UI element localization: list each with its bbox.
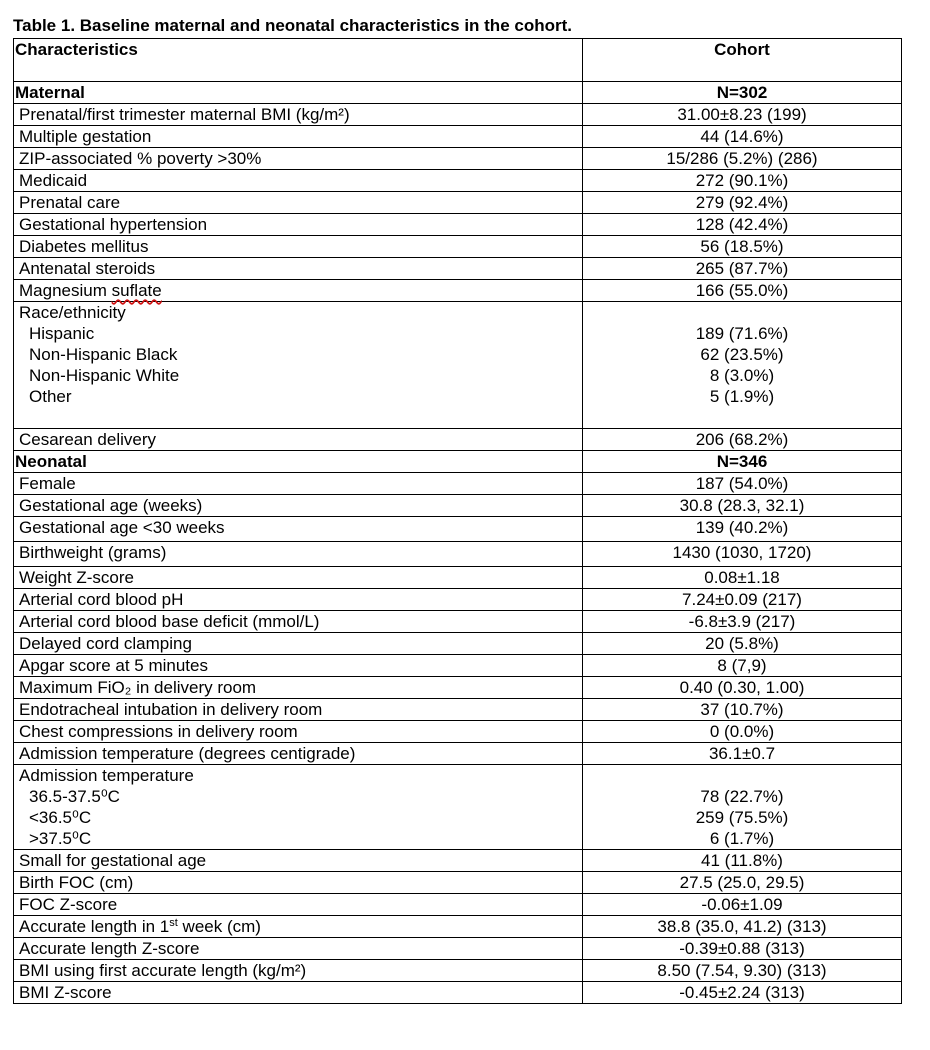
table-row [14, 429, 902, 451]
row-value: 272 (90.1%) [583, 170, 902, 192]
table-row [14, 655, 902, 677]
row-value: 8 (7,9) [583, 655, 902, 677]
admission-temperature-heading: Admission temperature [19, 766, 194, 785]
section-label-neonatal: Neonatal [14, 451, 583, 473]
row-label: Endotracheal intubation in delivery room [14, 699, 583, 721]
row-value: 38.8 (35.0, 41.2) (313) [583, 916, 902, 938]
row-label: Female [14, 473, 583, 495]
row-value: 187 (54.0%) [583, 473, 902, 495]
spacer [583, 765, 901, 786]
row-label: Gestational age (weeks) [14, 495, 583, 517]
row-value: 20 (5.8%) [583, 633, 902, 655]
characteristics-table [13, 38, 902, 1004]
race-ethnicity-values [583, 302, 902, 429]
admission-temperature-group-row [14, 765, 902, 850]
row-value: -0.06±1.09 [583, 894, 902, 916]
race-ethnicity-item-label: Hispanic [29, 324, 95, 343]
admission-temperature-item-value: 259 (75.5%) [695, 808, 789, 827]
header-characteristics: Characteristics [14, 39, 583, 82]
row-value: 1430 (1030, 1720) [583, 542, 902, 567]
row-label: Gestational age <30 weeks [14, 517, 583, 542]
row-label: Weight Z-score [14, 567, 583, 589]
row-label: Arterial cord blood pH [14, 589, 583, 611]
table-row [14, 589, 902, 611]
row-label: Cesarean delivery [14, 429, 583, 451]
row-value: -0.39±0.88 (313) [583, 938, 902, 960]
race-ethnicity-item-value: 189 (71.6%) [695, 324, 789, 343]
table-row [14, 473, 902, 495]
table-row [14, 495, 902, 517]
race-ethnicity-item-label: Non-Hispanic Black [29, 345, 178, 364]
section-row-neonatal [14, 451, 902, 473]
row-value: 265 (87.7%) [583, 258, 902, 280]
row-value: 56 (18.5%) [583, 236, 902, 258]
table-title: Table 1. Baseline maternal and neonatal characteristics in the cohort. [13, 16, 572, 35]
row-label: Small for gestational age [14, 850, 583, 872]
table-row [14, 721, 902, 743]
row-label: Prenatal care [14, 192, 583, 214]
row-value: 128 (42.4%) [583, 214, 902, 236]
race-ethnicity-item-value: 62 (23.5%) [700, 345, 784, 364]
row-label: BMI using first accurate length (kg/m²) [14, 960, 583, 982]
row-value: 7.24±0.09 (217) [583, 589, 902, 611]
table-row [14, 743, 902, 765]
section-label-maternal: Maternal [14, 82, 583, 104]
row-label: Chest compressions in delivery room [14, 721, 583, 743]
row-label: Medicaid [14, 170, 583, 192]
table-row [14, 517, 902, 542]
row-value: 279 (92.4%) [583, 192, 902, 214]
row-label: ZIP-associated % poverty >30% [14, 148, 583, 170]
section-row-maternal [14, 82, 902, 104]
race-ethnicity-item-value: 8 (3.0%) [709, 366, 775, 385]
table-row [14, 872, 902, 894]
table-row [14, 542, 902, 567]
table-row [14, 567, 902, 589]
row-value: 30.8 (28.3, 32.1) [583, 495, 902, 517]
spacer [583, 302, 901, 323]
row-label: Maximum FiO₂ in delivery room [14, 677, 583, 699]
row-label: Accurate length Z-score [14, 938, 583, 960]
admission-temperature-item-label: <36.5⁰C [29, 808, 92, 827]
table-row [14, 258, 902, 280]
row-value: 206 (68.2%) [583, 429, 902, 451]
row-value: 31.00±8.23 (199) [583, 104, 902, 126]
admission-temperature-item-value: 78 (22.7%) [700, 787, 784, 806]
row-label: Antenatal steroids [14, 258, 583, 280]
admission-temperature-values [583, 765, 902, 850]
table-row [14, 104, 902, 126]
row-value: 44 (14.6%) [583, 126, 902, 148]
row-label: Diabetes mellitus [14, 236, 583, 258]
admission-temperature-item-label: >37.5⁰C [29, 829, 92, 848]
row-label: Accurate length in 1st week (cm) [14, 916, 583, 938]
row-label: Birthweight (grams) [14, 542, 583, 567]
spacer [19, 407, 582, 428]
table-row [14, 192, 902, 214]
header-cohort: Cohort [583, 39, 902, 82]
table-row [14, 677, 902, 699]
table-row [14, 633, 902, 655]
row-label: Birth FOC (cm) [14, 872, 583, 894]
row-value: 41 (11.8%) [583, 850, 902, 872]
section-n-maternal: N=302 [583, 82, 902, 104]
row-label: Arterial cord blood base deficit (mmol/L) [14, 611, 583, 633]
section-n-neonatal: N=346 [583, 451, 902, 473]
row-label: Gestational hypertension [14, 214, 583, 236]
table-row [14, 699, 902, 721]
admission-temperature-labels [14, 765, 583, 850]
table-row [14, 170, 902, 192]
row-label: Magnesium suflate [14, 280, 583, 302]
table-row [14, 916, 902, 938]
admission-temperature-item-label: 36.5-37.5⁰C [29, 787, 120, 806]
race-ethnicity-labels [14, 302, 583, 429]
table-row [14, 236, 902, 258]
table-row [14, 214, 902, 236]
race-ethnicity-group-row [14, 302, 902, 429]
row-label: Multiple gestation [14, 126, 583, 148]
row-label: FOC Z-score [14, 894, 583, 916]
row-value: 15/286 (5.2%) (286) [583, 148, 902, 170]
table-row [14, 611, 902, 633]
row-label: Delayed cord clamping [14, 633, 583, 655]
row-value: -6.8±3.9 (217) [583, 611, 902, 633]
admission-temperature-item-value: 6 (1.7%) [709, 829, 775, 848]
table-row [14, 894, 902, 916]
race-ethnicity-item-label: Non-Hispanic White [29, 366, 180, 385]
row-value: 27.5 (25.0, 29.5) [583, 872, 902, 894]
row-value: 139 (40.2%) [583, 517, 902, 542]
row-value: 8.50 (7.54, 9.30) (313) [583, 960, 902, 982]
row-value: 0.08±1.18 [583, 567, 902, 589]
row-label: Admission temperature (degrees centigrade) [14, 743, 583, 765]
row-value: 37 (10.7%) [583, 699, 902, 721]
table-row [14, 960, 902, 982]
row-label: Apgar score at 5 minutes [14, 655, 583, 677]
table-row [14, 982, 902, 1004]
row-value: 36.1±0.7 [583, 743, 902, 765]
table-row [14, 126, 902, 148]
row-label: BMI Z-score [14, 982, 583, 1004]
race-ethnicity-item-label: Other [29, 387, 72, 406]
row-value: 166 (55.0%) [583, 280, 902, 302]
row-value: -0.45±2.24 (313) [583, 982, 902, 1004]
spacer [583, 407, 901, 428]
table-row [14, 148, 902, 170]
row-value: 0 (0.0%) [583, 721, 902, 743]
race-ethnicity-item-value: 5 (1.9%) [709, 387, 775, 406]
row-label: Prenatal/first trimester maternal BMI (kg/m²) [14, 104, 583, 126]
row-value: 0.40 (0.30, 1.00) [583, 677, 902, 699]
table-row [14, 938, 902, 960]
race-ethnicity-heading: Race/ethnicity [19, 303, 126, 322]
table-row [14, 850, 902, 872]
table-row [14, 280, 902, 302]
table-header-row [14, 39, 902, 82]
